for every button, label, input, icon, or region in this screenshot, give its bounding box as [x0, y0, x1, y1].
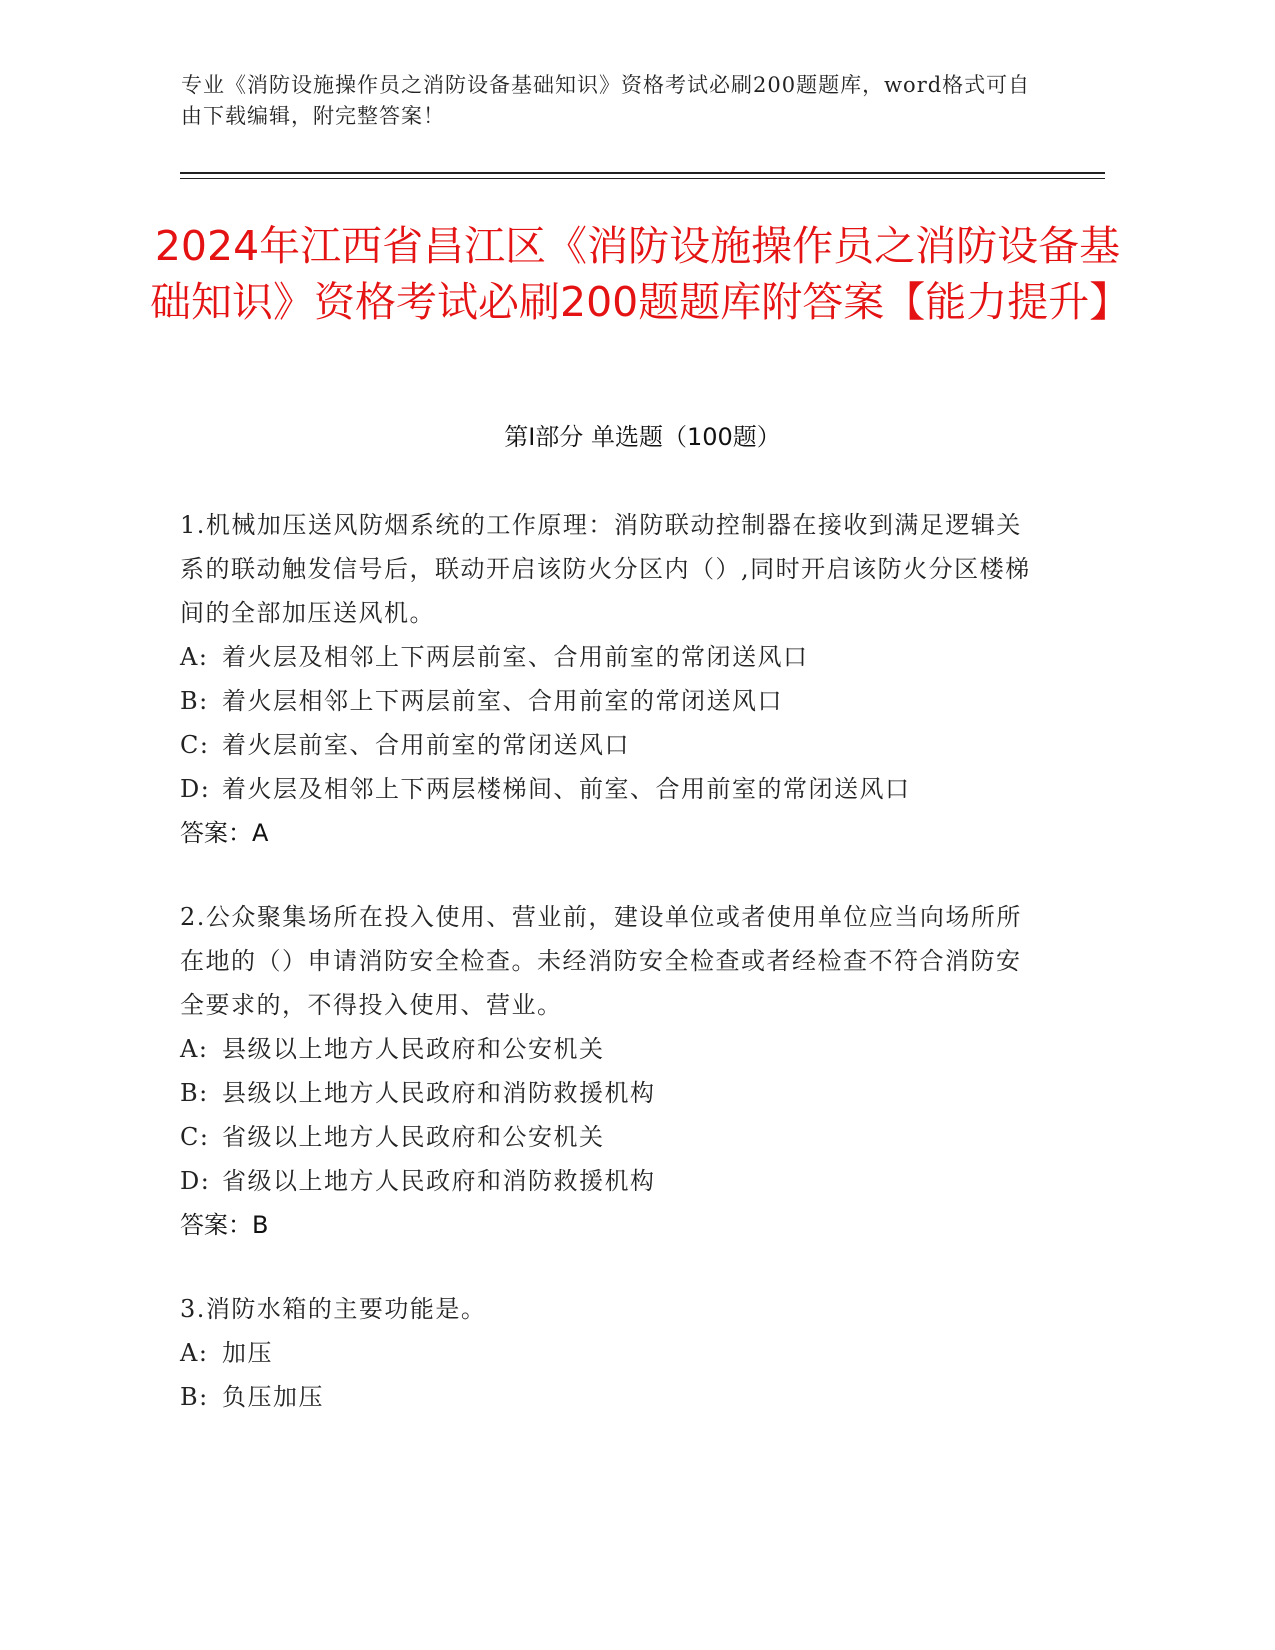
question-2: [180, 895, 1040, 1247]
option-text: 县级以上地方人民政府和公安机关: [222, 1035, 605, 1063]
option-key: C:: [180, 1123, 210, 1151]
option-key: B:: [180, 1383, 209, 1411]
option-text: 省级以上地方人民政府和消防救援机构: [222, 1167, 656, 1195]
option-a: [180, 635, 1040, 679]
option-text: 省级以上地方人民政府和公安机关: [222, 1123, 605, 1151]
header-divider-thin: [180, 178, 1105, 179]
option-text: 加压: [222, 1339, 273, 1367]
option-text: 着火层相邻上下两层前室、合用前室的常闭送风口: [222, 687, 783, 715]
option-key: B:: [180, 687, 209, 715]
header-note: 专业《消防设施操作员之消防设备基础知识》资格考试必刷200题题库，word格式可自由下载编辑，附完整答案！: [181, 73, 1031, 128]
option-text: 着火层及相邻上下两层楼梯间、前室、合用前室的常闭送风口: [222, 775, 911, 803]
option-key: D:: [180, 775, 211, 803]
option-text: 着火层及相邻上下两层前室、合用前室的常闭送风口: [222, 643, 809, 671]
option-a: [180, 1331, 1040, 1375]
question-1: [180, 503, 1040, 855]
question-stem: 1.机械加压送风防烟系统的工作原理：消防联动控制器在接收到满足逻辑关系的联动触发信号后，联动开启该防火分区内（）,同时开启该防火分区楼梯间的全部加压送风机。: [180, 511, 1031, 627]
question-stem: 2.公众聚集场所在投入使用、营业前，建设单位或者使用单位应当向场所所在地的（）申请消防安全检查。未经消防安全检查或者经检查不符合消防安全要求的，不得投入使用、营业。: [180, 903, 1022, 1019]
option-key: B:: [180, 1079, 209, 1107]
option-key: D:: [180, 1167, 211, 1195]
option-b: [180, 1375, 1040, 1419]
document-title: 2024年江西省昌江区《消防设施操作员之消防设备基础知识》资格考试必刷200题题库附答案【能力提升】: [150, 222, 1131, 326]
option-d: [180, 767, 1040, 811]
option-text: 县级以上地方人民政府和消防救援机构: [222, 1079, 656, 1107]
answer-line: 答案：B: [180, 1211, 269, 1239]
option-key: A:: [180, 1339, 209, 1367]
option-a: [180, 1027, 1040, 1071]
option-c: [180, 723, 1040, 767]
option-b: [180, 679, 1040, 723]
question-3: [180, 1287, 1040, 1419]
option-d: [180, 1159, 1040, 1203]
option-text: 负压加压: [222, 1383, 324, 1411]
option-key: A:: [180, 1035, 209, 1063]
option-text: 着火层前室、合用前室的常闭送风口: [222, 731, 630, 759]
question-stem: 3.消防水箱的主要功能是。: [180, 1295, 487, 1323]
answer-line: 答案：A: [180, 819, 269, 847]
header-divider-thick: [180, 172, 1105, 174]
option-key: A:: [180, 643, 209, 671]
option-b: [180, 1071, 1040, 1115]
section-title: 第I部分 单选题（100题）: [504, 423, 781, 451]
option-key: C:: [180, 731, 210, 759]
option-c: [180, 1115, 1040, 1159]
